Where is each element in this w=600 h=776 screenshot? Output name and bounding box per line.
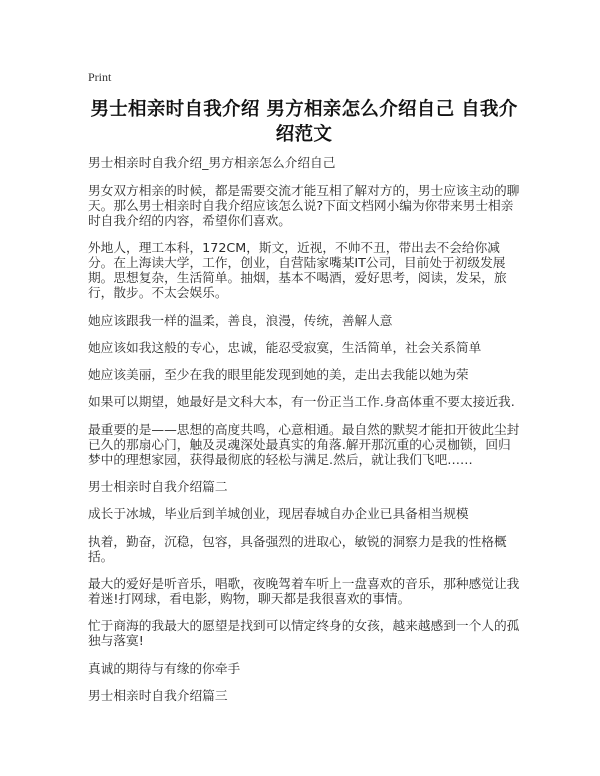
paragraph: 忙于商海的我最大的愿望是找到可以情定终身的女孩，越来越感到一个人的孤独与落寞!	[88, 618, 520, 649]
print-label: Print	[88, 70, 112, 84]
section-heading: 男士相亲时自我介绍篇三	[88, 687, 228, 703]
section-heading: 男士相亲时自我介绍篇二	[88, 479, 228, 495]
paragraph: 她应该如我这般的专心，忠诚，能忍受寂寞，生活简单，社会关系简单	[88, 339, 482, 355]
document-page	[88, 70, 520, 715]
paragraph: 真诚的期待与有缘的你牵手	[88, 660, 241, 676]
paragraph: 如果可以期望，她最好是文科大本，有一份正当工作.身高体重不要太接近我.	[88, 394, 515, 410]
paragraph: 她应该美丽，至少在我的眼里能发现到她的美，走出去我能以她为荣	[88, 367, 469, 383]
paragraph: 她应该跟我一样的温柔，善良，浪漫，传统，善解人意	[88, 312, 393, 328]
paragraph-intro: 男女双方相亲的时候，都是需要交流才能互相了解对方的，男士应该主动的聊天。那么男士相亲时自我介绍应该怎么说?下面文档网小编为你带来男士相亲时自我介绍的内容，希望你们喜欢。	[88, 183, 520, 228]
paragraph: 最重要的是——思想的高度共鸣，心意相通。最自然的默契才能扣开彼此尘封已久的那扇心门，触及灵魂深处最真实的角落.解开那沉重的心灵枷锁，回归梦中的理想家园，获得最彻底的轻松与满足.然后，就让我们飞吧……	[88, 421, 520, 467]
document-subtitle: 男士相亲时自我介绍_男方相亲怎么介绍自己	[88, 155, 336, 170]
paragraph: 外地人，理工本科，172CM，斯文，近视，不帅不丑，带出去不会给你减分。在上海读大学，工作，创业，自营陆家嘴某IT公司，目前处于初级发展期。思想复杂，生活简单。抽烟，基本不喝酒，爱好思考，阅读，发呆，旅行，散步。不太会娱乐。	[88, 240, 507, 301]
document-title: 男士相亲时自我介绍 男方相亲怎么介绍自己 自我介绍范文	[90, 99, 518, 145]
paragraph: 最大的爱好是听音乐，唱歌，夜晚驾着车听上一盘喜欢的音乐，那种感觉让我着迷!打网球，看电影，购物，聊天都是我很喜欢的事情。	[88, 575, 520, 606]
paragraph: 成长于冰城，毕业后到羊城创业，现居春城自办企业已具备相当规模	[88, 506, 469, 522]
paragraph: 执着，勤奋，沉稳，包容，具备强烈的进取心，敏锐的洞察力是我的性格概括。	[88, 533, 507, 564]
